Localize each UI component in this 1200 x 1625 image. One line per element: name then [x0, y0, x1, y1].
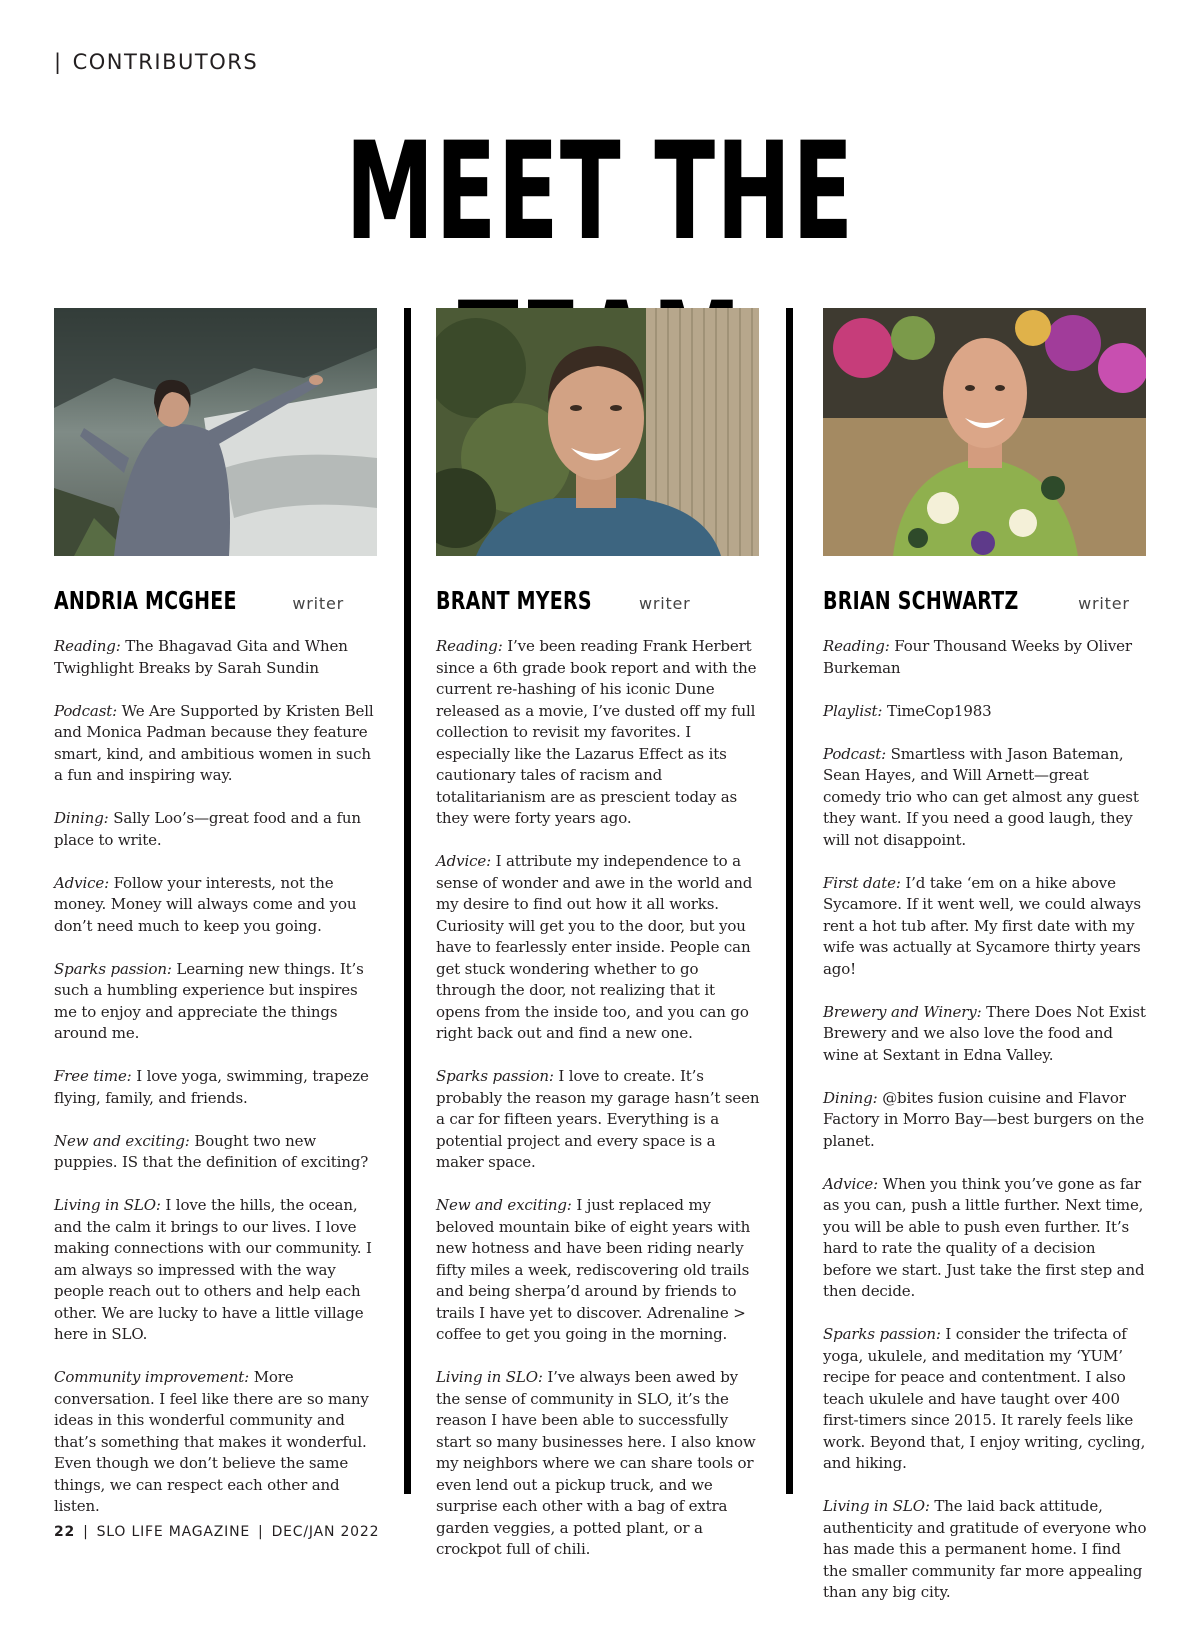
entry-reading: Reading: Four Thousand Weeks by Oliver Burkeman: [823, 637, 1132, 677]
section-label: [54, 50, 258, 74]
page-title: MEET THE: [345, 113, 855, 270]
entry-living-in-slo: Living in SLO: The laid back attitude, authenticity and gratitude of everyone who has made this a permanent home. I find the smaller community far more appealing than any big city.: [823, 1497, 1147, 1601]
entry-reading: Reading: I’ve been reading Frank Herbert since a 6th grade book report and with the current re-hashing of his iconic Dune released as a movie, I’ve dusted off my full collection to revisit my favorites. I especially like the Lazarus Effect as its cautionary tales of racism and totalitarianism are as prescient today as they were forty years ago.: [436, 637, 757, 827]
entry-reading: Reading: The Bhagavad Gita and When Twighlight Breaks by Sarah Sundin: [54, 637, 348, 677]
contributor-card: [436, 308, 761, 1582]
entry-playlist: Playlist: TimeCop1983: [823, 701, 992, 720]
contributor-entries: [54, 636, 379, 1518]
entry-sparks-passion: Sparks passion: I love to create. It’s probably the reason my garage hasn’t seen a car for fifteen years. Everything is a potential project and every space is a maker space.: [436, 1067, 760, 1171]
page-number: 22: [54, 1524, 76, 1540]
footer-separator: |: [83, 1524, 89, 1540]
entry-advice: Advice: When you think you’ve gone as far as you can, push a little further. Next time, you will be able to push even further. It’s hard to rate the quality of a decision before we start. Just take the first step and then decide.: [823, 1174, 1145, 1300]
contributor-name-line: [436, 586, 761, 616]
contributor-role: writer: [1078, 594, 1130, 613]
section-bar: |: [54, 50, 63, 74]
contributor-name: ANDRIA MCGHEE: [54, 586, 237, 615]
contributor-photo: [54, 308, 377, 556]
contributor-card: [54, 308, 379, 1539]
entry-living-in-slo: Living in SLO: I love the hills, the ocean, and the calm it brings to our lives. I love making connections with our community. I am always so impressed with the way people reach out to others and help each other. We are lucky to have a little village here in SLO.: [54, 1196, 372, 1343]
contributor-name-line: [823, 586, 1148, 616]
column-divider: [786, 308, 793, 1494]
contributor-entries: [823, 636, 1148, 1604]
section-name: CONTRIBUTORS: [72, 50, 259, 74]
contributor-card: [823, 308, 1148, 1625]
entry-dining: Dining: @bites fusion cuisine and Flavor Factory in Morro Bay—best burgers on the planet.: [823, 1088, 1144, 1150]
entry-podcast: Podcast: Smartless with Jason Bateman, Sean Hayes, and Will Arnett—great comedy trio who can get almost any guest they want. If you need a good laugh, they will not disappoint.: [823, 744, 1139, 849]
magazine-name: SLO LIFE MAGAZINE: [96, 1524, 251, 1540]
entry-sparks-passion: Sparks passion: Learning new things. It’s such a humbling experience but inspires me to enjoy and appreciate the things around me.: [54, 959, 364, 1042]
column-divider: [404, 308, 411, 1494]
entry-brewery-and-winery: Brewery and Winery: There Does Not Exist Brewery and we also love the food and wine at Sextant in Edna Valley.: [823, 1002, 1146, 1064]
contributor-photo: [436, 308, 759, 556]
entry-advice: Advice: Follow your interests, not the money. Money will always come and you don’t need much to keep you going.: [54, 873, 357, 935]
entry-free-time: Free time: I love yoga, swimming, trapeze flying, family, and friends.: [54, 1067, 369, 1107]
contributor-role: writer: [638, 594, 691, 613]
contributor-name: BRANT MYERS: [436, 586, 592, 615]
entry-first-date: First date: I’d take ‘em on a hike above Sycamore. If it went well, we could always rent a hot tub after. My first date with my wife was actually at Sycamore thirty years ago!: [823, 873, 1141, 978]
entry-sparks-passion: Sparks passion: I consider the trifecta of yoga, ukulele, and meditation my ‘YUM’ recipe for peace and contentment. I also teach ukulele and have taught over 400 first-timers since 2015. It rarely feels like work. Beyond that, I enjoy writing, cycling, and hiking.: [823, 1325, 1146, 1472]
contributor-entries: [436, 636, 761, 1561]
footer-separator: |: [258, 1524, 264, 1540]
entry-new-and-exciting: New and exciting: Bought two new puppies. IS that the definition of exciting?: [54, 1131, 369, 1171]
entry-advice: Advice: I attribute my independence to a sense of wonder and awe in the world and my desire to find out how it all works. Curiosity will get you to the door, but you have to fearlessly enter inside. People can get stuck wondering whether to go through the door, not realizing that it opens from the inside too, and you can go right back out and find a new one.: [436, 852, 753, 1042]
contributor-name-line: [54, 586, 379, 616]
contributor-role: writer: [292, 594, 344, 613]
entry-podcast: Podcast: We Are Supported by Kristen Bell and Monica Padman because they feature smart, kind, and ambitious women in such a fun and inspiring way.: [54, 701, 374, 784]
contributor-name: BRIAN SCHWARTZ: [823, 586, 1019, 615]
page-footer: [54, 1524, 379, 1540]
issue-date: DEC/JAN 2022: [271, 1524, 380, 1540]
contributor-photo: [823, 308, 1146, 556]
entry-living-in-slo: Living in SLO: I’ve always been awed by the sense of community in SLO, it’s the reason I have been able to successfully start so many businesses here. I also know my neighbors where we can share tools or even lend out a pickup truck, and we surprise each other with a bag of extra garden veggies, a potted plant, or a crockpot full of chili.: [436, 1368, 756, 1558]
entry-dining: Dining: Sally Loo’s—great food and a fun place to write.: [54, 809, 361, 849]
entry-community-improvement: Community improvement: More conversation. I feel like there are so many ideas in this wonderful community and that’s something that makes it wonderful. Even though we don’t believe the same things, we can respect each other and listen.: [54, 1368, 369, 1515]
entry-new-and-exciting: New and exciting: I just replaced my beloved mountain bike of eight years with new hotness and have been riding nearly fifty miles a week, rediscovering old trails and being sherpa’d around by friends to trails I have yet to discover. Adrenaline > coffee to get you going in the morning.: [436, 1196, 751, 1343]
